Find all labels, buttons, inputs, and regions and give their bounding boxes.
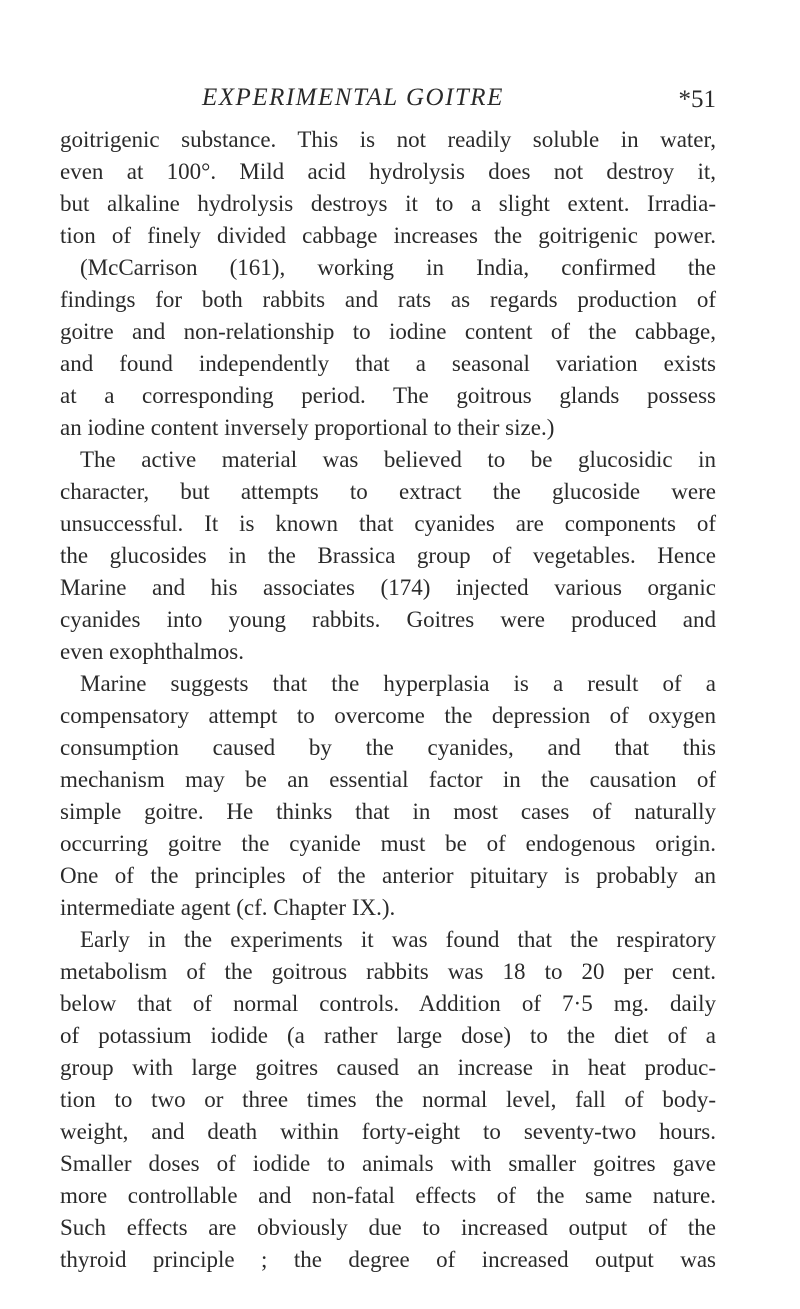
text-line: simple goitre. He thinks that in most cases of naturally	[60, 799, 716, 824]
text-line: unsuccessful. It is known that cyanides are components of	[60, 511, 716, 536]
text-line: but alkaline hydrolysis destroys it to a slight extent. Irradia-	[60, 191, 716, 216]
text-line: an iodine content inversely proportional to their size.)	[60, 415, 555, 440]
text-line: thyroid principle ; the degree of increased output was	[60, 1247, 716, 1272]
text-line: below that of normal controls. Addition of 7·5 mg. daily	[60, 991, 716, 1016]
text-line: Marine and his associates (174) injected various organic	[60, 575, 716, 600]
text-line: more controllable and non-fatal effects of the same nature.	[60, 1183, 716, 1208]
text-line: (McCarrison (161), working in India, confirmed the	[80, 255, 716, 280]
text-line: group with large goitres caused an increase in heat produc-	[60, 1055, 716, 1080]
text-line: weight, and death within forty-eight to seventy-two hours.	[60, 1119, 716, 1144]
text-line: goitrigenic substance. This is not readily soluble in water,	[60, 127, 716, 152]
text-line: of potassium iodide (a rather large dose) to the diet of a	[60, 1023, 716, 1048]
text-line: occurring goitre the cyanide must be of endogenous origin.	[60, 831, 716, 856]
text-line: intermediate agent (cf. Chapter IX.).	[60, 895, 396, 920]
text-line: character, but attempts to extract the glucoside were	[60, 479, 716, 504]
text-line: mechanism may be an essential factor in the causation of	[60, 767, 716, 792]
text-line: goitre and non-relationship to iodine content of the cabbage,	[60, 319, 716, 344]
text-line: The active material was believed to be glucosidic in	[80, 447, 716, 472]
text-line: the glucosides in the Brassica group of vegetables. Hence	[60, 543, 716, 568]
text-line: tion to two or three times the normal level, fall of body-	[60, 1087, 716, 1112]
text-line: Marine suggests that the hyperplasia is a result of a	[80, 671, 716, 696]
text-line: even at 100°. Mild acid hydrolysis does not destroy it,	[60, 159, 716, 184]
text-line: metabolism of the goitrous rabbits was 18 to 20 per cent.	[60, 959, 716, 984]
text-line: at a corresponding period. The goitrous glands possess	[60, 383, 716, 408]
text-line: One of the principles of the anterior pituitary is probably an	[60, 863, 716, 888]
text-line: Early in the experiments it was found that the respiratory	[80, 927, 716, 952]
page-number: *51	[678, 86, 716, 113]
text-line: and found independently that a seasonal variation exists	[60, 351, 716, 376]
text-line: compensatory attempt to overcome the depression of oxygen	[60, 703, 716, 728]
text-line: Such effects are obviously due to increased output of the	[60, 1215, 716, 1240]
running-title: EXPERIMENTAL GOITRE	[202, 84, 504, 111]
text-line: even exophthalmos.	[60, 639, 244, 664]
text-line: findings for both rabbits and rats as regards production of	[60, 287, 716, 312]
text-line: consumption caused by the cyanides, and that this	[60, 735, 716, 760]
text-line: Smaller doses of iodide to animals with smaller goitres gave	[60, 1151, 716, 1176]
text-line: tion of finely divided cabbage increases the goitrigenic power.	[60, 223, 716, 248]
body-text	[60, 124, 716, 1276]
running-head	[60, 80, 716, 120]
text-line: cyanides into young rabbits. Goitres were produced and	[60, 607, 716, 632]
